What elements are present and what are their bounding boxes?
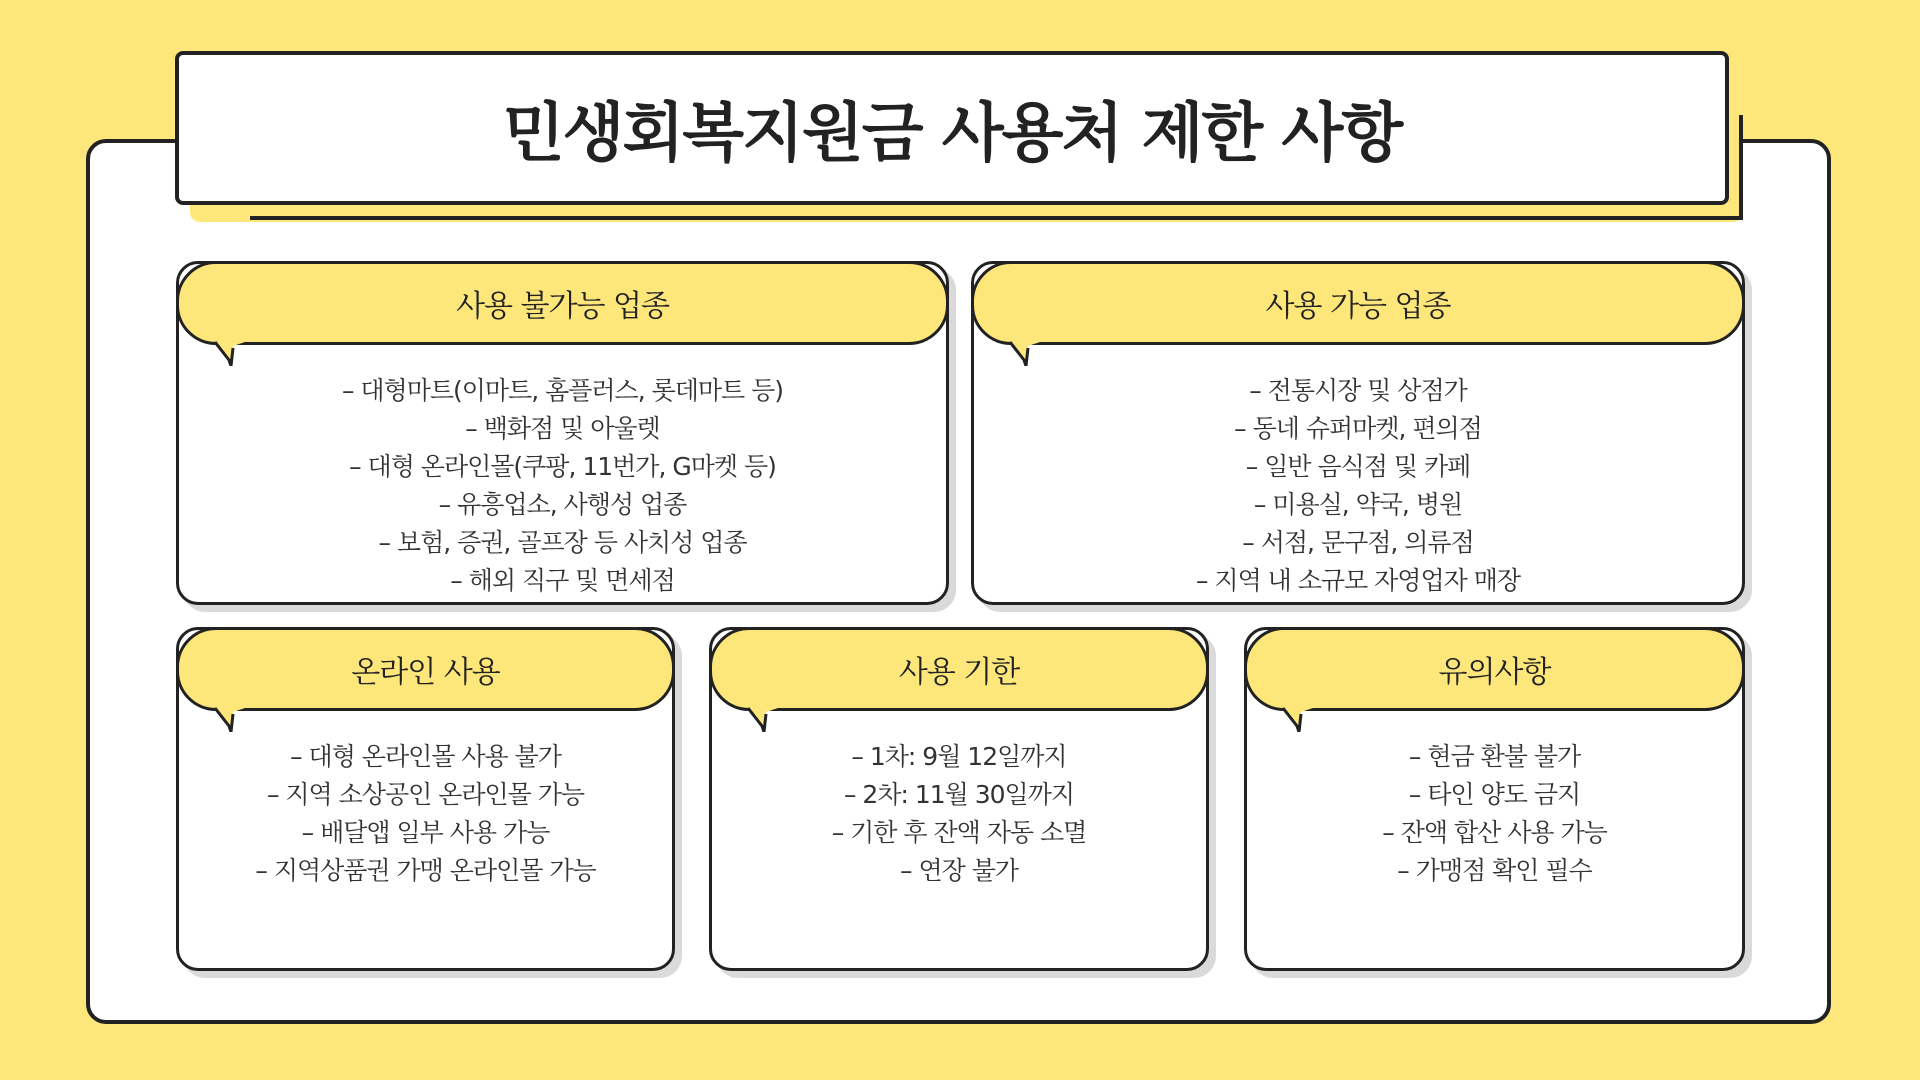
card-title: 사용 불가능 업종 bbox=[456, 289, 669, 324]
list-item: – 보험, 증권, 골프장 등 사치성 업종 bbox=[378, 528, 747, 557]
card-header bbox=[176, 627, 675, 711]
list-item: – 미용실, 약국, 병원 bbox=[1253, 490, 1463, 519]
list-item: – 동네 슈퍼마켓, 편의점 bbox=[1234, 414, 1482, 443]
card-title: 온라인 사용 bbox=[351, 655, 500, 690]
list-item: – 타인 양도 금지 bbox=[1408, 780, 1581, 809]
list-item: – 가맹점 확인 필수 bbox=[1397, 856, 1592, 885]
list-item: – 전통시장 및 상점가 bbox=[1249, 376, 1467, 405]
list-item: – 대형 온라인몰(쿠팡, 11번가, G마켓 등) bbox=[349, 452, 776, 481]
list-item: – 유흥업소, 사행성 업종 bbox=[438, 490, 687, 519]
card-body bbox=[712, 738, 1206, 968]
card-header bbox=[176, 261, 949, 345]
list-item: – 지역 소상공인 온라인몰 가능 bbox=[266, 780, 585, 809]
card-online-use bbox=[176, 627, 675, 971]
card-allowed-businesses bbox=[971, 261, 1745, 605]
list-item: – 현금 환불 불가 bbox=[1408, 742, 1581, 771]
list-item: – 서점, 문구점, 의류점 bbox=[1242, 528, 1474, 557]
list-item: – 배달앱 일부 사용 가능 bbox=[301, 818, 550, 847]
speech-tail-icon bbox=[215, 340, 251, 366]
card-header bbox=[709, 627, 1209, 711]
card-body bbox=[1247, 738, 1742, 968]
card-title: 사용 가능 업종 bbox=[1265, 289, 1451, 324]
list-item: – 연장 불가 bbox=[900, 856, 1018, 885]
list-item: – 해외 직구 및 면세점 bbox=[450, 566, 675, 595]
card-usage-period bbox=[709, 627, 1209, 971]
title-box bbox=[175, 51, 1729, 205]
list-item: – 2차: 11월 30일까지 bbox=[843, 780, 1075, 809]
speech-tail-icon bbox=[1010, 340, 1046, 366]
card-body bbox=[974, 372, 1742, 602]
list-item: – 일반 음식점 및 카페 bbox=[1245, 452, 1471, 481]
title-shadow-line-vertical bbox=[1739, 115, 1743, 220]
list-item: – 대형마트(이마트, 홈플러스, 롯데마트 등) bbox=[341, 376, 784, 405]
card-body bbox=[179, 738, 672, 968]
page-title: 민생회복지원금 사용처 제한 사항 bbox=[502, 97, 1402, 171]
list-item: – 대형 온라인몰 사용 불가 bbox=[290, 742, 561, 771]
card-prohibited-businesses bbox=[176, 261, 949, 605]
card-precautions bbox=[1244, 627, 1745, 971]
list-item: – 지역상품권 가맹 온라인몰 가능 bbox=[255, 856, 596, 885]
speech-tail-icon bbox=[215, 706, 251, 732]
card-title: 사용 기한 bbox=[898, 655, 1020, 690]
card-header bbox=[971, 261, 1745, 345]
list-item: – 1차: 9월 12일까지 bbox=[851, 742, 1067, 771]
list-item: – 백화점 및 아울렛 bbox=[465, 414, 660, 443]
speech-tail-icon bbox=[748, 706, 784, 732]
card-body bbox=[179, 372, 946, 602]
list-item: – 기한 후 잔액 자동 소멸 bbox=[831, 818, 1087, 847]
list-item: – 지역 내 소규모 자영업자 매장 bbox=[1195, 566, 1521, 595]
speech-tail-icon bbox=[1283, 706, 1319, 732]
card-title: 유의사항 bbox=[1438, 655, 1551, 690]
title-shadow-line bbox=[250, 216, 1743, 220]
list-item: – 잔액 합산 사용 가능 bbox=[1382, 818, 1607, 847]
card-header bbox=[1244, 627, 1745, 711]
